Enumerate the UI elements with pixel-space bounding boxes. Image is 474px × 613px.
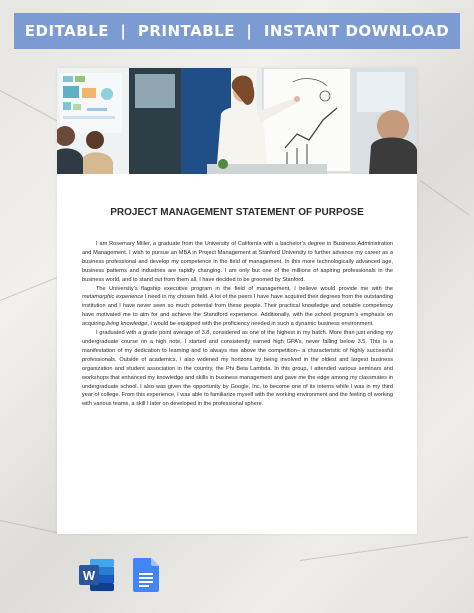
top-banner	[14, 13, 460, 49]
paragraph	[82, 240, 393, 285]
header-photo	[57, 68, 417, 174]
italic-phrase: living knowledge	[106, 321, 148, 328]
banner-text: EDITABLE | PRINTABLE | INSTANT DOWNLOAD	[24, 22, 450, 40]
paragraph-text: , I would be equipped with the proficiency needed in such a dynamic business environment.	[147, 321, 374, 328]
word-letter: W	[82, 568, 96, 583]
document-body	[82, 240, 393, 409]
paragraph-text: I graduated with a grade point average of 3.8, considered as one of the highest in my batch. More than just ending my undergraduate course on a high note, I started and consistently earned high GPA’s, never falling below 3.5. This is a manifestation of my dedication to learning and to always rise above the competition– a characteristic of highly successful professionals. Outside of academics, I also widened my horizons by being involved in the oldest and largest business organization and student association in the country, the Phi Beta Lambda. In this group, I attended various seminars and workshops that enhanced my knowledge and skills in business management and gave me the edge among my classmates in undergraduate school. I also was given the opportunity by Google, Inc. to become one of its interns while I was in my third year of college. From this experience, I was able to familiarize myself with the working environment and the feeling of working with various teams, a skill I later on developed in the professional sphere.	[82, 330, 393, 408]
paragraph-text: The University’s flagship executive program in the field of management, I believe would provide me with the	[96, 285, 393, 292]
office-meeting-photo	[57, 68, 417, 174]
paragraph	[82, 285, 393, 330]
paragraph-text: I need in my chosen field. A lot of the peers I have have acquired their degrees from the outstanding institution and I have never seen so much potential from these people. Their practical knowledge and notable competency have motivated me to aim for and achieve the Standford experience. Additionally, with the school program’s emphasis on acquiring	[82, 294, 393, 328]
google-docs-icon[interactable]	[133, 558, 159, 597]
paragraph	[82, 329, 393, 409]
paragraph-text: I am Rosemary Miller, a graduate from the University of California with a bachelor’s degree in Business Administration and Management. I wish to pursue an MBA in Project Management at Stanford University to further advance my career as a business professional and develop my competence in the field of management. In this more technologically advanced age, business patterns and industries are rapidly changing. I am only but one of the millions of aspiring professionals in the business world, and to stand out from them all, I have decided to be groomed by Stanford.	[82, 241, 393, 283]
marble-vein	[0, 520, 59, 533]
italic-phrase: metamorphic experience	[82, 294, 144, 301]
marble-vein	[300, 536, 468, 561]
marble-vein	[420, 180, 470, 215]
microsoft-word-icon[interactable]	[79, 558, 115, 597]
document-page	[57, 68, 417, 534]
document-title: PROJECT MANAGEMENT STATEMENT OF PURPOSE	[110, 207, 364, 218]
